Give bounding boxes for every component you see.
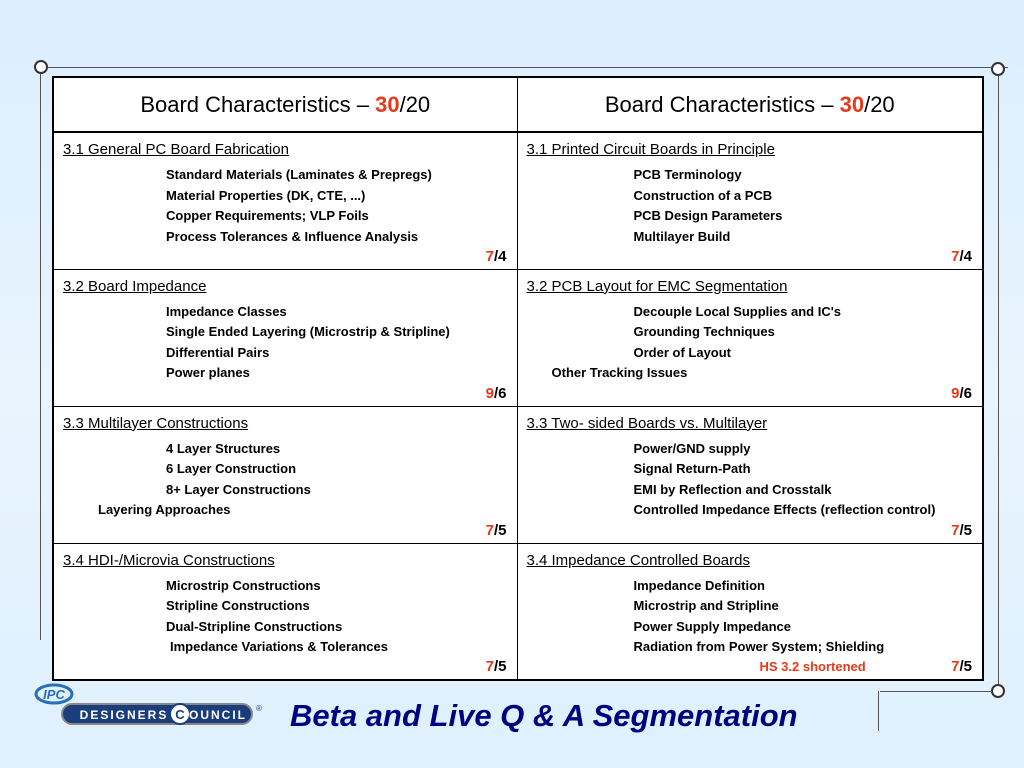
list-item: Microstrip and Stripline xyxy=(633,598,779,613)
cell-3-2-left xyxy=(53,269,517,406)
list-item: PCB Terminology xyxy=(633,167,742,182)
section-title: 3.4 Impedance Controlled Boards xyxy=(526,551,750,569)
section-title: 3.3 Multilayer Constructions xyxy=(63,414,249,432)
score: 7/4 xyxy=(485,247,507,265)
list-item: Process Tolerances & Influence Analysis xyxy=(166,228,419,244)
section-title: 3.2 PCB Layout for EMC Segmentation xyxy=(526,277,788,295)
cell-3-1-right xyxy=(517,132,983,269)
table-row xyxy=(53,269,983,406)
decor-circle-bottom-right xyxy=(991,684,1005,698)
slide-title: Beta and Live Q & A Segmentation xyxy=(290,698,798,733)
score: 7/5 xyxy=(485,658,507,675)
decor-circle-top-left xyxy=(34,60,48,74)
cell-3-1-left xyxy=(53,132,517,269)
score: 7/5 xyxy=(951,658,972,675)
list-item: Multilayer Build xyxy=(633,228,731,244)
cell-3-4-left xyxy=(53,543,517,680)
note-text: HS 3.2 shortened xyxy=(759,659,866,674)
list-item: Signal Return-Path xyxy=(633,461,751,476)
list-item: Impedance Definition xyxy=(633,577,765,593)
list-item: Decouple Local Supplies and IC's xyxy=(633,303,842,319)
list-item: 6 Layer Construction xyxy=(166,461,297,476)
list-item: Power Supply Impedance xyxy=(633,618,791,634)
list-item: PCB Design Parameters xyxy=(633,208,783,223)
list-item: Microstrip Constructions xyxy=(166,577,321,593)
list-item: EMI by Reflection and Crosstalk xyxy=(633,481,832,497)
segmentation-table xyxy=(52,76,984,681)
section-title: 3.2 Board Impedance xyxy=(63,277,207,295)
ipc-designers-council-logo xyxy=(34,683,264,743)
list-item: Power planes xyxy=(166,365,250,380)
decor-circle-top-right xyxy=(991,62,1005,76)
score: 9/6 xyxy=(951,384,972,402)
score: 7/4 xyxy=(951,247,972,265)
list-item: 4 Layer Structures xyxy=(166,440,281,456)
cell-3-4-right xyxy=(517,543,983,680)
header-right: Board Characteristics – 30/20 xyxy=(517,77,983,132)
list-item: Stripline Constructions xyxy=(166,598,310,613)
list-item: Dual-Stripline Constructions xyxy=(166,618,343,634)
logo-c-text: C xyxy=(175,707,185,722)
logo-council-text: OUNCIL xyxy=(189,708,247,722)
score: 9/6 xyxy=(485,384,507,402)
list-item: Controlled Impedance Effects (reflection control) xyxy=(633,502,936,517)
list-item: Copper Requirements; VLP Foils xyxy=(166,208,369,223)
logo-registered-mark: ® xyxy=(256,704,262,713)
decor-line-left xyxy=(40,74,41,640)
list-item: Differential Pairs xyxy=(166,344,270,360)
table-row xyxy=(53,132,983,269)
list-item: Standard Materials (Laminates & Prepregs) xyxy=(166,167,432,182)
list-item: Other Tracking Issues xyxy=(551,365,688,380)
list-item: Layering Approaches xyxy=(98,502,231,517)
list-item: Order of Layout xyxy=(633,344,732,360)
list-item: Single Ended Layering (Microstrip & Stripline) xyxy=(166,324,450,339)
list-item: Impedance Classes xyxy=(166,303,287,319)
logo-ipc-text: IPC xyxy=(43,687,65,702)
list-item: Grounding Techniques xyxy=(633,324,775,339)
list-item: Radiation from Power System; Shielding xyxy=(633,639,885,654)
list-item: Power/GND supply xyxy=(633,440,751,456)
section-title: 3.3 Two- sided Boards vs. Multilayer xyxy=(526,414,768,432)
list-item: 8+ Layer Constructions xyxy=(166,481,311,497)
logo-graphic xyxy=(34,683,264,743)
cell-3-3-right xyxy=(517,406,983,543)
section-title: 3.1 Printed Circuit Boards in Principle xyxy=(526,141,775,158)
score: 7/5 xyxy=(951,521,972,539)
table-row xyxy=(53,543,983,680)
section-title: 3.1 General PC Board Fabrication xyxy=(63,141,289,158)
decor-line-top xyxy=(48,67,1008,68)
logo-designers-text: DESIGNERS xyxy=(79,708,169,722)
list-item: Construction of a PCB xyxy=(633,187,773,203)
cell-3-2-right xyxy=(517,269,983,406)
header-left: Board Characteristics – 30/20 xyxy=(53,77,517,132)
decor-line-bottom xyxy=(880,691,992,692)
table-row xyxy=(53,406,983,543)
table-header-row xyxy=(53,77,983,132)
decor-line-bottom-vertical xyxy=(878,691,879,731)
section-title: 3.4 HDI-/Microvia Constructions xyxy=(63,551,275,569)
decor-line-right xyxy=(998,76,999,686)
list-item: Material Properties (DK, CTE, ...) xyxy=(166,187,366,203)
score: 7/5 xyxy=(485,521,507,539)
cell-3-3-left xyxy=(53,406,517,543)
list-item: Impedance Variations & Tolerances xyxy=(170,639,388,654)
